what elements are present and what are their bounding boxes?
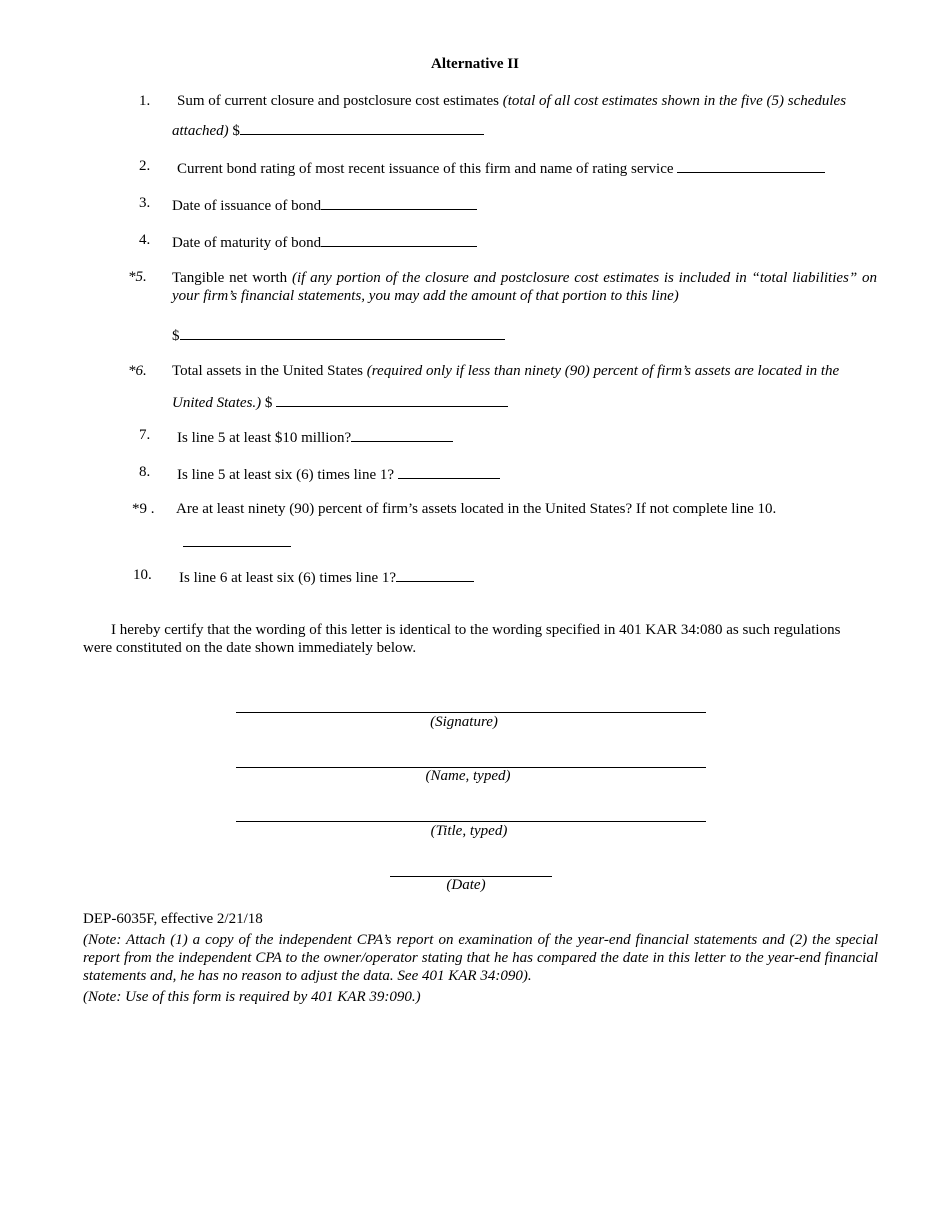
item-4-number: 4.	[139, 232, 151, 248]
item-5-label: Tangible net worth	[172, 270, 288, 286]
footer-note-attach: (Note: Attach (1) a copy of the independent CPA’s report on examination of the year-end financial statements and (2) the special report from the independent CPA to the owner/operator stating that he has compared the date in this letter to the year-end financial statements and, he has no reason to adjust the data. See 401 KAR 34:090).	[83, 932, 878, 984]
item-6-line2	[172, 392, 508, 412]
item-5-text	[172, 269, 877, 305]
item-10-text	[179, 567, 474, 587]
item-6-note-cont: United States.)	[172, 395, 262, 411]
item-9-number: *9 .	[132, 501, 155, 517]
item-1-label: Sum of current closure and postclosure cost estimates	[177, 93, 500, 109]
item-3-number: 3.	[139, 195, 151, 211]
item-9-text: Are at least ninety (90) percent of firm’s assets located in the United States? If not complete line 10.	[176, 501, 777, 517]
item-8-answer-line[interactable]	[398, 464, 500, 479]
item-8-label: Is line 5 at least six (6) times line 1?	[177, 467, 395, 483]
item-10-answer-line[interactable]	[396, 567, 474, 582]
item-1-text	[177, 93, 846, 110]
item-7-number: 7.	[139, 427, 151, 443]
item-4-label: Date of maturity of bond	[172, 235, 322, 251]
item-4-text	[172, 232, 477, 252]
date-label: (Date)	[446, 877, 486, 893]
item-5-number: *5.	[128, 269, 147, 285]
item-6-answer-line[interactable]	[276, 392, 508, 407]
item-6-text	[172, 363, 839, 380]
item-8-text	[177, 464, 500, 484]
item-4-answer-line[interactable]	[321, 232, 477, 247]
item-7-text	[177, 427, 453, 447]
footer-note-required: (Note: Use of this form is required by 401 KAR 39:090.)	[83, 989, 421, 1005]
item-1-line2	[172, 120, 484, 140]
item-5-answer-line[interactable]	[180, 325, 505, 340]
item-2-answer-line[interactable]	[677, 158, 825, 173]
signature-line[interactable]	[236, 712, 706, 713]
item-1-answer-line[interactable]	[240, 120, 484, 135]
item-6-number: *6.	[128, 363, 147, 379]
title-label: (Title, typed)	[430, 823, 508, 839]
item-8-number: 8.	[139, 464, 151, 480]
item-7-answer-line[interactable]	[351, 427, 453, 442]
item-10-number: 10.	[133, 567, 152, 583]
item-5-dollar: $	[172, 328, 180, 344]
form-title: Alternative II	[431, 56, 519, 72]
item-1-note-cont: attached)	[172, 123, 229, 139]
item-6-label: Total assets in the United States	[172, 363, 364, 379]
form-id: DEP-6035F, effective 2/21/18	[83, 911, 263, 927]
item-6-dollar: $	[264, 395, 273, 411]
item-2-text	[177, 158, 825, 178]
item-9-answer-line[interactable]	[183, 546, 291, 547]
item-6-note: (required only if less than ninety (90) percent of firm’s assets are located in the	[366, 363, 840, 379]
item-1-dollar: $	[232, 123, 240, 139]
item-3-label: Date of issuance of bond	[172, 198, 322, 214]
item-2-label: Current bond rating of most recent issuance of this firm and name of rating service	[177, 161, 674, 177]
item-5-answer	[172, 325, 505, 345]
item-1-number: 1.	[139, 93, 151, 109]
signature-label: (Signature)	[430, 714, 498, 730]
item-1-note: (total of all cost estimates shown in the five (5) schedules	[502, 93, 847, 109]
item-3-text	[172, 195, 477, 215]
name-label: (Name, typed)	[425, 768, 511, 784]
item-7-label: Is line 5 at least $10 million?	[177, 430, 352, 446]
certification-statement: I hereby certify that the wording of this letter is identical to the wording specified in 401 KAR 34:080 as such regulations were constituted on the date shown immediately below.	[83, 622, 841, 656]
item-10-label: Is line 6 at least six (6) times line 1?	[179, 570, 397, 586]
title-line[interactable]	[236, 821, 706, 822]
item-3-answer-line[interactable]	[321, 195, 477, 210]
item-2-number: 2.	[139, 158, 151, 174]
item-5-note: (if any portion of the closure and postclosure cost estimates is included in “total liabilities” on your firm’s financial statements, you may add the amount of that portion to this line)	[172, 270, 878, 304]
